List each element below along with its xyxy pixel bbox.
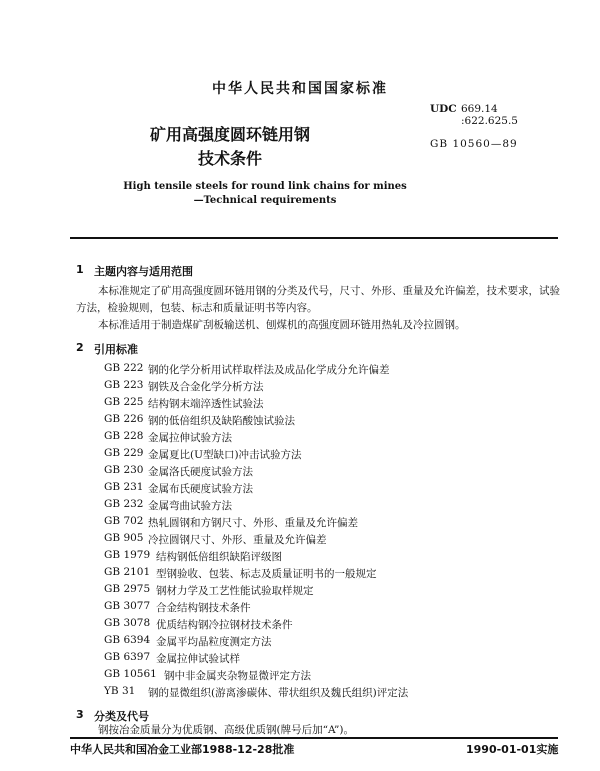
udc-label: UDC <box>430 103 457 115</box>
standard-code: GB 231 <box>104 481 144 493</box>
standard-title: 结构钢低倍组织缺陷评级图 <box>156 551 282 563</box>
standard-title: 钢的低倍组织及缺陷酸蚀试验法 <box>148 415 295 427</box>
national-standard-heading: 中华人民共和国国家标准 <box>212 81 388 97</box>
udc-code-secondary: :622.625.5 <box>461 115 518 127</box>
standard-code: GB 223 <box>104 379 144 391</box>
standard-code: GB 3078 <box>104 617 151 629</box>
section-3-number: 3 <box>76 708 84 721</box>
standard-code: GB 10561 <box>104 668 157 680</box>
standard-code: GB 702 <box>104 515 144 527</box>
standard-code: GB 6394 <box>104 634 151 646</box>
standard-code: GB 1979 <box>104 549 151 561</box>
standard-title: 型钢验收、包装、标志及质量证明书的一般规定 <box>156 568 377 580</box>
standard-code: GB 3077 <box>104 600 151 612</box>
standard-title: 钢材力学及工艺性能试验取样规定 <box>156 585 314 597</box>
standard-code: GB 230 <box>104 464 144 476</box>
standard-code: GB 229 <box>104 447 144 459</box>
standard-title: 金属拉伸试验方法 <box>148 432 232 444</box>
approval-statement: 中华人民共和国冶金工业部1988-12-28批准 <box>70 743 295 756</box>
standard-code: YB 31 <box>104 685 136 697</box>
document-title-zh: 矿用高强度圆环链用钢 <box>149 125 310 144</box>
standard-title: 热轧圆钢和方钢尺寸、外形、重量及允许偏差 <box>148 517 358 529</box>
section-1-number: 1 <box>76 263 84 276</box>
top-divider <box>70 237 558 239</box>
section-2-heading: 引用标准 <box>94 343 138 356</box>
section-3-heading: 分类及代号 <box>94 710 149 723</box>
standard-title: 结构钢末端淬透性试验法 <box>148 398 264 410</box>
standard-title: 钢的化学分析用试样取样法及成品化学成分允许偏差 <box>148 364 390 376</box>
document-subtitle-zh: 技术条件 <box>197 149 262 168</box>
document-title-en: High tensile steels for round link chains for mines <box>123 181 407 192</box>
section-3-paragraph-1: 钢按冶金质量分为优质钢、高级优质钢(牌号后加“A”)。 <box>98 724 354 736</box>
document-subtitle-en: —Technical requirements <box>193 195 337 206</box>
standard-title: 金属平均晶粒度测定方法 <box>156 636 272 648</box>
standard-title: 金属洛氏硬度试验方法 <box>148 466 253 478</box>
section-1-paragraph-1-line-2: 方法，检验规则，包装、标志和质量证明书等内容。 <box>76 302 318 314</box>
standard-code: GB 2101 <box>104 566 151 578</box>
standard-code: GB 228 <box>104 430 144 442</box>
standard-title: 合金结构钢技术条件 <box>156 602 251 614</box>
standard-code: GB 6397 <box>104 651 151 663</box>
section-2-number: 2 <box>76 341 84 354</box>
standard-code: GB 225 <box>104 396 144 408</box>
standard-code: GB 222 <box>104 362 144 374</box>
section-1-paragraph-2: 本标准适用于制造煤矿刮板输送机、刨煤机的高强度圆环链用热轧及冷拉圆钢。 <box>98 319 466 331</box>
section-1-heading: 主题内容与适用范围 <box>94 265 193 278</box>
standard-title: 金属夏比(U型缺口)冲击试验方法 <box>148 449 302 461</box>
standard-title: 优质结构钢冷拉钢材技术条件 <box>156 619 293 631</box>
standard-title: 冷拉圆钢尺寸、外形、重量及允许偏差 <box>148 534 327 546</box>
standard-code: GB 232 <box>104 498 144 510</box>
standard-title: 钢中非金属夹杂物显微评定方法 <box>164 670 311 682</box>
standard-code: GB 905 <box>104 532 144 544</box>
bottom-divider <box>70 737 558 739</box>
udc-code: 669.14 <box>461 103 498 115</box>
gb-standard-number: GB 10560—89 <box>430 138 518 150</box>
effective-date: 1990-01-01实施 <box>466 743 559 756</box>
standard-title: 钢铁及合金化学分析方法 <box>148 381 264 393</box>
standard-title: 钢的显微组织(游离渗碳体、带状组织及魏氏组织)评定法 <box>148 687 409 699</box>
section-1-paragraph-1-line-1: 本标准规定了矿用高强度圆环链用钢的分类及代号，尺寸、外形、重量及允许偏差，技术要求，试验 <box>98 285 560 297</box>
standard-code: GB 2975 <box>104 583 151 595</box>
standard-title: 金属弯曲试验方法 <box>148 500 232 512</box>
standard-code: GB 226 <box>104 413 144 425</box>
standard-title: 金属布氏硬度试验方法 <box>148 483 253 495</box>
standard-title: 金属拉伸试验试样 <box>156 653 240 665</box>
